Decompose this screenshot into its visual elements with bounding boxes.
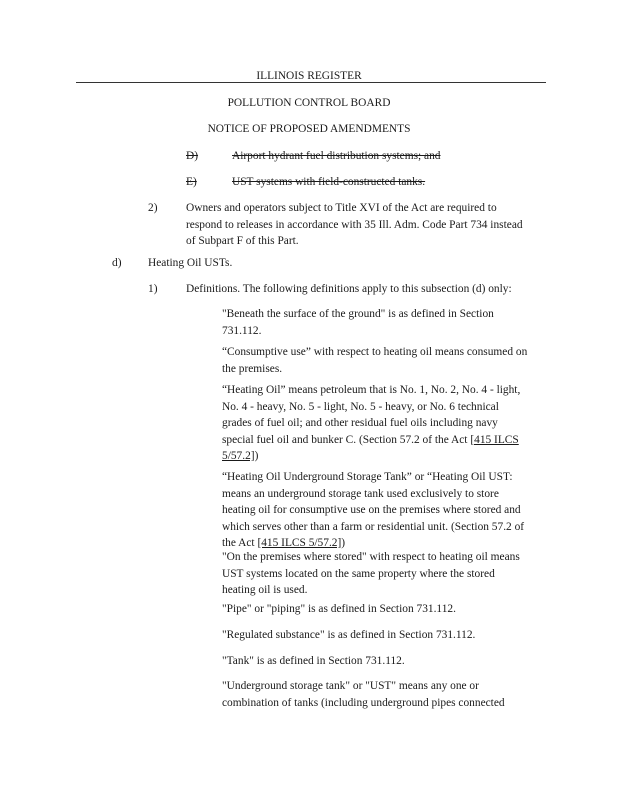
item-2-line: Owners and operators subject to Title XVI of the Act are required to [186, 202, 497, 214]
definition-on-the-premises [222, 549, 567, 599]
header-rule [76, 82, 546, 83]
definition-line: the premises. [222, 362, 283, 375]
definition-heating-oil [222, 382, 567, 465]
struck-text-d: Airport hydrant fuel distribution systems; and [232, 150, 441, 162]
notice-title: NOTICE OF PROPOSED AMENDMENTS [207, 123, 411, 135]
board-title: POLLUTION CONTROL BOARD [227, 97, 391, 109]
item-2-line: respond to releases in accordance with 35 Ill. Adm. Code Part 734 instead [186, 218, 523, 231]
definition-line: special fuel oil and bunker C. (Section 57.2 of the Act [415 ILCS [222, 433, 519, 446]
statute-citation-link[interactable]: [415 ILCS 5/57.2] [257, 537, 342, 549]
definition-line: heating oil for consumptive use on the premises where stored and [222, 504, 521, 516]
item-d1-text: Definitions. The following definitions apply to this subsection (d) only: [186, 283, 512, 295]
definition-line: “Heating Oil” means petroleum that is No. 1, No. 2, No. 4 - light, [222, 384, 521, 396]
struck-marker-d: D) [186, 150, 199, 162]
statute-citation-link[interactable]: [415 ILCS [470, 433, 519, 446]
definition-line: No. 4 - heavy, No. 5 - light, No. 5 - heavy, or No. 6 technical [222, 400, 499, 413]
definition-line: "On the premises where stored" with respect to heating oil means [222, 551, 520, 563]
definition-line: which serves other than a farm or residential unit. (Section 57.2 of [222, 520, 525, 533]
definition-consumptive-use [222, 344, 567, 377]
definition-line: 731.112. [222, 324, 262, 337]
definition-line: "Beneath the surface of the ground" is as defined in Section [222, 308, 494, 320]
definition-line: “Consumptive use” with respect to heating oil means consumed on [222, 346, 528, 358]
definition-tank: "Tank" is as defined in Section 731.112. [222, 655, 405, 667]
definition-heating-oil-ust [222, 469, 567, 552]
definition-line: "Underground storage tank" or "UST" means any one or [222, 680, 479, 692]
register-title: ILLINOIS REGISTER [256, 70, 362, 82]
struck-marker-e: E) [186, 176, 197, 188]
statute-citation-link[interactable]: 5/57.2] [222, 450, 255, 462]
definition-line: combination of tanks (including underground pipes connected [222, 696, 505, 709]
section-d-title: Heating Oil USTs. [148, 257, 233, 269]
item-2-marker: 2) [148, 202, 158, 214]
item-2-line: of Subpart F of this Part. [186, 235, 299, 247]
item-d1-marker: 1) [148, 283, 158, 295]
definition-line: UST systems located on the same property where the stored [222, 567, 495, 580]
definition-line: 5/57.2]) [222, 450, 259, 462]
definition-line: means an underground storage tank used exclusively to store [222, 487, 499, 500]
definition-underground-storage-tank [222, 678, 567, 711]
definition-line: heating oil is used. [222, 584, 308, 596]
definition-line: grades of fuel oil; and other residual fuel oils including navy [222, 417, 498, 429]
item-2-paragraph [186, 200, 546, 250]
definition-beneath [222, 306, 567, 339]
definition-line: the Act [415 ILCS 5/57.2]) [222, 537, 346, 549]
definition-line: “Heating Oil Underground Storage Tank” or “Heating Oil UST: [222, 471, 513, 483]
definition-regulated-substance: "Regulated substance" is as defined in Section 731.112. [222, 629, 476, 641]
section-d-marker: d) [112, 257, 122, 269]
struck-text-e: UST systems with field-constructed tanks. [232, 176, 426, 188]
definition-pipe: "Pipe" or "piping" is as defined in Section 731.112. [222, 603, 456, 615]
